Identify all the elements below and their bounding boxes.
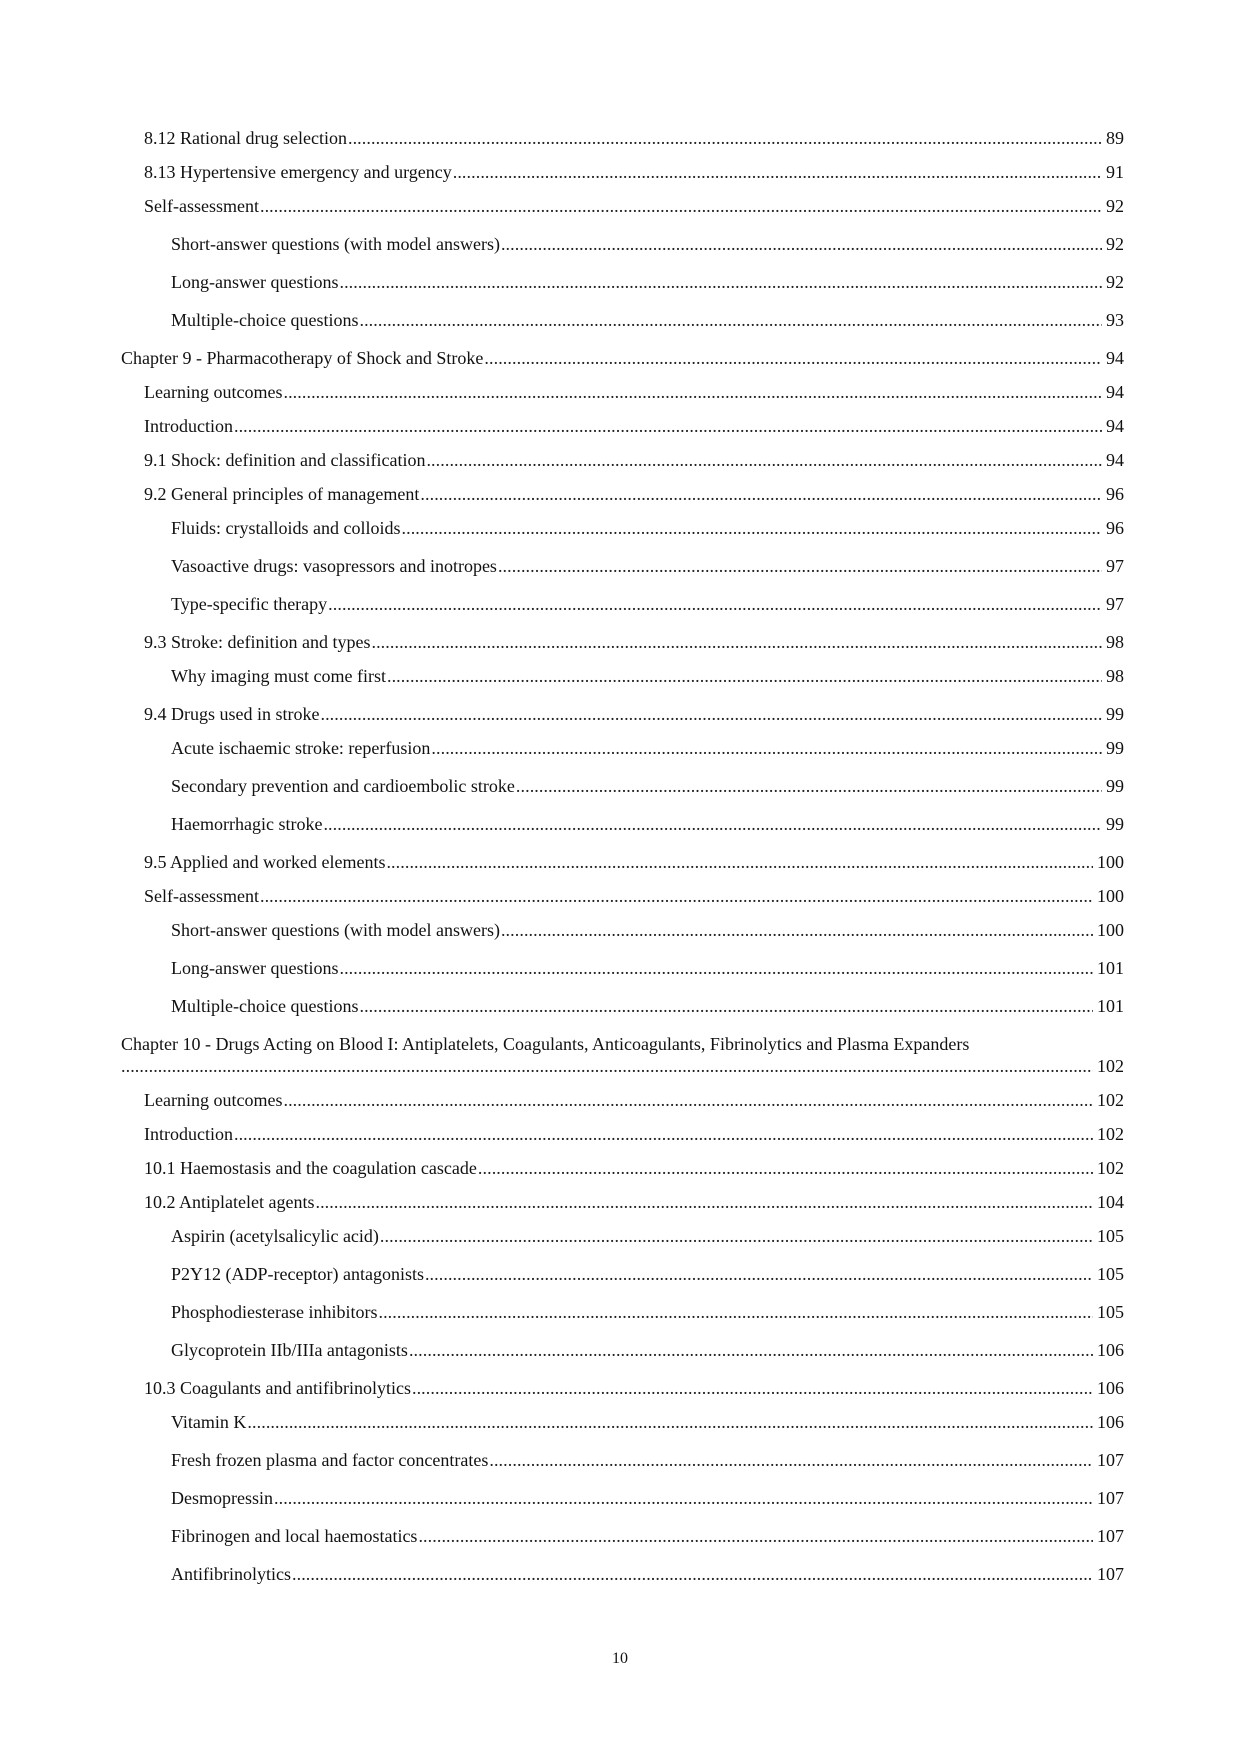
toc-entry-label: Antifibrinolytics <box>171 1564 291 1584</box>
dot-leader <box>260 885 1093 907</box>
toc-entry-label: Desmopressin <box>171 1488 273 1508</box>
toc-entry-label: Fibrinogen and local haemostatics <box>171 1526 418 1546</box>
dot-leader <box>378 1301 1093 1323</box>
toc-entry-page: 104 <box>1097 1192 1124 1212</box>
toc-entry-label: Chapter 10 - Drugs Acting on Blood I: Antiplatelets, Coagulants, Anticoagulants, Fibrinolytics and Plasma Expanders <box>121 1034 970 1054</box>
toc-entry-page: 93 <box>1106 310 1124 330</box>
toc-entry-page: 92 <box>1106 234 1124 254</box>
toc-entry-page: 102 <box>1097 1090 1124 1110</box>
dot-leader <box>274 1487 1093 1509</box>
toc-entry-label: 10.3 Coagulants and antifibrinolytics <box>144 1378 411 1398</box>
toc-entry[interactable] <box>121 813 1124 835</box>
toc-entry[interactable] <box>121 1377 1124 1399</box>
toc-entry-page: 92 <box>1106 196 1124 216</box>
dot-leader <box>234 1123 1093 1145</box>
toc-entry-page: 105 <box>1097 1226 1124 1246</box>
toc-entry-label: Secondary prevention and cardioembolic stroke <box>171 776 515 796</box>
toc-entry-label: Multiple-choice questions <box>171 996 359 1016</box>
toc-entry-page: 98 <box>1106 666 1124 686</box>
toc-entry-page: 101 <box>1097 958 1124 978</box>
toc-entry-page: 94 <box>1106 382 1124 402</box>
toc-entry[interactable] <box>121 1563 1124 1585</box>
toc-entry-page: 94 <box>1106 450 1124 470</box>
toc-entry-page: 107 <box>1097 1564 1124 1584</box>
toc-entry-label: Short-answer questions (with model answers) <box>171 920 500 940</box>
toc-entry-label: Fresh frozen plasma and factor concentrates <box>171 1450 489 1470</box>
toc-entry[interactable] <box>121 1301 1124 1323</box>
toc-entry[interactable] <box>121 1191 1124 1213</box>
toc-entry-label: 9.2 General principles of management <box>144 484 420 504</box>
toc-entry[interactable] <box>121 919 1124 941</box>
toc-entry-page: 107 <box>1097 1488 1124 1508</box>
toc-entry-page: 96 <box>1106 484 1124 504</box>
toc-entry[interactable] <box>121 483 1124 505</box>
dot-leader <box>247 1411 1093 1433</box>
dot-leader <box>260 195 1102 217</box>
dot-leader <box>484 347 1102 369</box>
toc-entry-leader-line <box>121 1055 1124 1077</box>
toc-entry-page: 89 <box>1106 128 1124 148</box>
dot-leader <box>425 1263 1093 1285</box>
toc-entry-page: 106 <box>1097 1412 1124 1432</box>
toc-chapter-entry[interactable] <box>121 347 1124 369</box>
dot-leader <box>380 1225 1093 1247</box>
toc-entry[interactable] <box>121 195 1124 217</box>
toc-entry-page: 106 <box>1097 1378 1124 1398</box>
dot-leader <box>387 665 1102 687</box>
toc-entry-label: Vitamin K <box>171 1412 247 1432</box>
toc-entry[interactable] <box>121 631 1124 653</box>
toc-entry-label: Introduction <box>144 416 233 436</box>
toc-entry[interactable] <box>121 775 1124 797</box>
toc-entry[interactable] <box>121 703 1124 725</box>
dot-leader <box>501 919 1093 941</box>
toc-entry-label: Multiple-choice questions <box>171 310 359 330</box>
toc-entry[interactable] <box>121 737 1124 759</box>
toc-entry-page: 101 <box>1097 996 1124 1016</box>
toc-entry-label: Self-assessment <box>144 196 259 216</box>
dot-leader <box>359 309 1102 331</box>
dot-leader <box>339 271 1102 293</box>
dot-leader <box>516 775 1102 797</box>
dot-leader <box>420 483 1102 505</box>
toc-entry-label: Fluids: crystalloids and colloids <box>171 518 401 538</box>
toc-entry-page: 91 <box>1106 162 1124 182</box>
toc-entry-page: 107 <box>1097 1450 1124 1470</box>
toc-entry-page: 106 <box>1097 1340 1124 1360</box>
toc-entry[interactable] <box>121 957 1124 979</box>
toc-entry-page: 102 <box>1097 1124 1124 1144</box>
toc-entry[interactable] <box>121 1225 1124 1247</box>
dot-leader <box>426 449 1102 471</box>
toc-entry-label: Glycoprotein IIb/IIIa antagonists <box>171 1340 408 1360</box>
toc-entry[interactable] <box>121 1339 1124 1361</box>
dot-leader <box>339 957 1093 979</box>
toc-entry[interactable] <box>121 449 1124 471</box>
toc-entry-label: 10.2 Antiplatelet agents <box>144 1192 315 1212</box>
toc-entry-page: 94 <box>1106 416 1124 436</box>
toc-entry-label: Haemorrhagic stroke <box>171 814 323 834</box>
toc-entry[interactable] <box>121 1089 1124 1111</box>
toc-entry[interactable] <box>121 1411 1124 1433</box>
page-number: 10 <box>612 1650 628 1667</box>
toc-entry-label: Phosphodiesterase inhibitors <box>171 1302 378 1322</box>
dot-leader <box>359 995 1093 1017</box>
toc-entry-label: Learning outcomes <box>144 382 283 402</box>
toc-entry-page: 105 <box>1097 1264 1124 1284</box>
toc-entry-label: 9.5 Applied and worked elements <box>144 852 386 872</box>
toc-entry[interactable] <box>121 161 1124 183</box>
toc-entry-page: 97 <box>1106 594 1124 614</box>
toc-entry[interactable] <box>121 1263 1124 1285</box>
dot-leader <box>323 813 1102 835</box>
toc-entry[interactable] <box>121 995 1124 1017</box>
toc-entry-label: Vasoactive drugs: vasopressors and inotropes <box>171 556 497 576</box>
toc-entry-label: Introduction <box>144 1124 233 1144</box>
dot-leader <box>498 555 1102 577</box>
toc-entry-label: Long-answer questions <box>171 272 339 292</box>
toc-entry[interactable] <box>121 665 1124 687</box>
toc-entry[interactable] <box>121 309 1124 331</box>
toc-entry[interactable] <box>121 271 1124 293</box>
dot-leader <box>489 1449 1093 1471</box>
toc-entry[interactable] <box>121 1525 1124 1547</box>
toc-entry[interactable] <box>121 1487 1124 1509</box>
dot-leader <box>386 851 1093 873</box>
dot-leader <box>371 631 1102 653</box>
dot-leader <box>320 703 1102 725</box>
toc-entry-page: 99 <box>1106 704 1124 724</box>
toc-entry-page: 102 <box>1097 1158 1124 1178</box>
toc-entry-label: 9.4 Drugs used in stroke <box>144 704 320 724</box>
toc-entry-label: Short-answer questions (with model answers) <box>171 234 500 254</box>
toc-entry-page: 107 <box>1097 1526 1124 1546</box>
toc-entry[interactable] <box>121 415 1124 437</box>
dot-leader <box>292 1563 1093 1585</box>
toc-entry[interactable] <box>121 555 1124 577</box>
toc-entry-page: 98 <box>1106 632 1124 652</box>
toc-entry-label: 9.3 Stroke: definition and types <box>144 632 371 652</box>
toc-entry-page: 99 <box>1106 738 1124 758</box>
toc-entry[interactable] <box>121 1157 1124 1179</box>
toc-entry-page: 99 <box>1106 814 1124 834</box>
toc-entry-label: Chapter 9 - Pharmacotherapy of Shock and Stroke <box>121 348 484 368</box>
dot-leader <box>412 1377 1093 1399</box>
toc-entry[interactable] <box>121 1123 1124 1145</box>
table-of-contents <box>121 127 1124 1585</box>
toc-entry-page: 94 <box>1106 348 1124 368</box>
toc-entry-label: Why imaging must come first <box>171 666 386 686</box>
dot-leader <box>283 381 1102 403</box>
toc-entry-label: Type-specific therapy <box>171 594 328 614</box>
toc-entry[interactable] <box>121 1449 1124 1471</box>
dot-leader <box>315 1191 1093 1213</box>
toc-entry-label: 9.1 Shock: definition and classification <box>144 450 426 470</box>
toc-entry[interactable] <box>121 127 1124 149</box>
toc-entry[interactable] <box>121 517 1124 539</box>
dot-leader <box>501 233 1102 255</box>
toc-entry[interactable] <box>121 851 1124 873</box>
toc-entry-label: 10.1 Haemostasis and the coagulation cascade <box>144 1158 477 1178</box>
dot-leader <box>121 1055 1093 1077</box>
toc-entry-label: Learning outcomes <box>144 1090 283 1110</box>
toc-entry-page: 105 <box>1097 1302 1124 1322</box>
dot-leader <box>453 161 1102 183</box>
toc-entry-label: Long-answer questions <box>171 958 339 978</box>
toc-entry-label: Acute ischaemic stroke: reperfusion <box>171 738 431 758</box>
dot-leader <box>418 1525 1093 1547</box>
dot-leader <box>283 1089 1093 1111</box>
dot-leader <box>402 517 1103 539</box>
toc-entry-page: 99 <box>1106 776 1124 796</box>
toc-entry-label: 8.13 Hypertensive emergency and urgency <box>144 162 452 182</box>
dot-leader <box>409 1339 1093 1361</box>
dot-leader <box>431 737 1102 759</box>
toc-entry-page: 92 <box>1106 272 1124 292</box>
dot-leader <box>478 1157 1093 1179</box>
toc-entry-page: 100 <box>1097 852 1124 872</box>
toc-entry-page: 97 <box>1106 556 1124 576</box>
toc-entry-label: 8.12 Rational drug selection <box>144 128 347 148</box>
toc-entry[interactable] <box>121 233 1124 255</box>
dot-leader <box>328 593 1102 615</box>
toc-chapter-entry[interactable] <box>121 1033 1124 1077</box>
toc-entry-page: 100 <box>1097 920 1124 940</box>
dot-leader <box>348 127 1102 149</box>
toc-entry-page: 96 <box>1106 518 1124 538</box>
toc-entry[interactable] <box>121 885 1124 907</box>
toc-entry-label: Self-assessment <box>144 886 259 906</box>
toc-entry[interactable] <box>121 593 1124 615</box>
dot-leader <box>234 415 1102 437</box>
toc-entry-page: 100 <box>1097 886 1124 906</box>
toc-entry-label: Aspirin (acetylsalicylic acid) <box>171 1226 379 1246</box>
toc-entry[interactable] <box>121 381 1124 403</box>
toc-entry-page: 102 <box>1097 1056 1124 1076</box>
toc-entry-label: P2Y12 (ADP-receptor) antagonists <box>171 1264 424 1284</box>
